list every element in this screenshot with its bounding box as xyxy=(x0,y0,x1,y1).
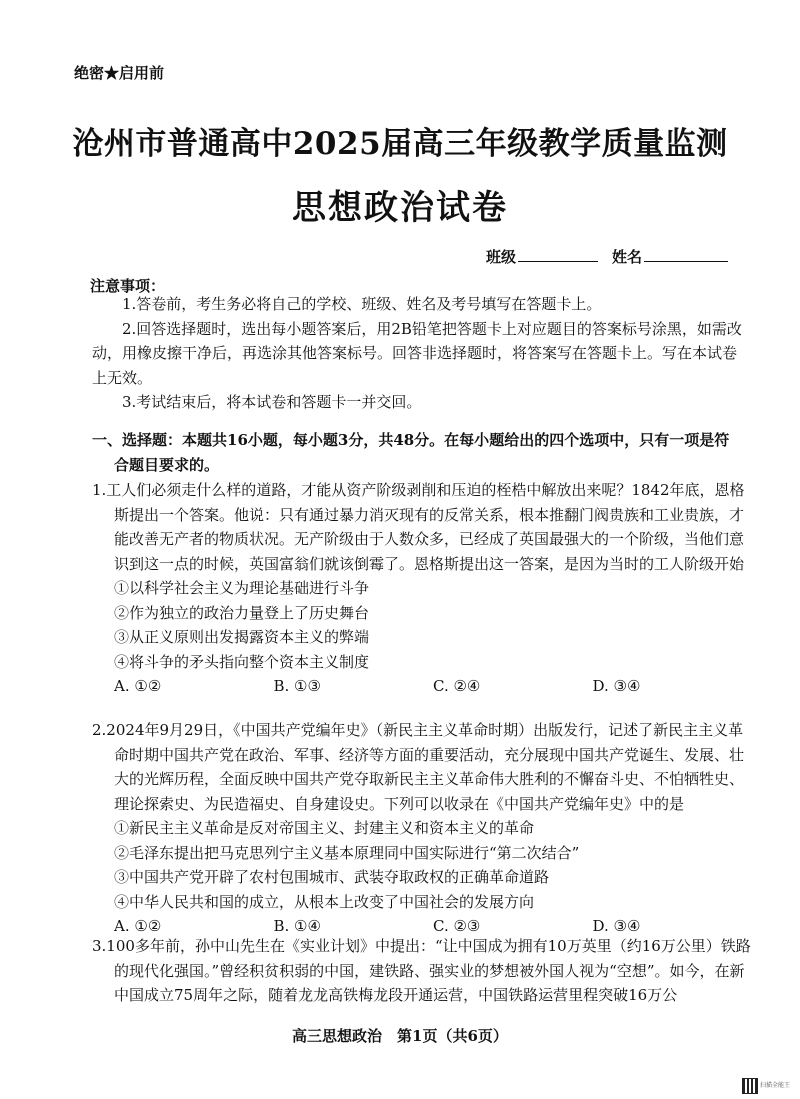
notice-list xyxy=(92,292,742,415)
question-option: ②毛泽东提出把马克思列宁主义基本原理同中国实际进行“第二次结合” xyxy=(114,843,580,862)
question-2 xyxy=(92,718,752,939)
notice-item: 2.回答选择题时，选出每小题答案后，用2B铅笔把答题卡上对应题目的答案标号涂黑，如需改动，用橡皮擦干净后，再选涂其他答案标号。回答非选择题时，将答案写在答题卡上。写在本试卷上无效。 xyxy=(92,319,742,387)
question-option: ①以科学社会主义为理论基础进行斗争 xyxy=(114,579,370,597)
class-blank-line xyxy=(518,247,598,262)
section-line-1: 一、选择题：本题共16小题，每小题3分，共48分。在每小题给出的四个选项中，只有一项是符 xyxy=(92,431,730,449)
notice-item: 1.答卷前，考生务必将自己的学校、班级、姓名及考号填写在答题卡上。 xyxy=(122,295,602,313)
name-field xyxy=(612,246,728,267)
choice-c: C. ②③ xyxy=(433,917,481,935)
confidential-mark: 绝密★启用前 xyxy=(74,64,165,82)
answer-choices xyxy=(92,674,752,699)
question-stem: 2.2024年9月29日，《中国共产党编年史》（新民主主义革命时期）出版发行，记述了新民主主义革命时期中国共产党在政治、军事、经济等方面的重要活动，充分展现中国共产党诞生、发展、壮大的光辉历程，全面反映中国共产党夺取新民主主义革命伟大胜利的不懈奋斗史、不怕牺牲史、理论探索史、为民造福史、自身建设史。下列可以收录在《中国共产党编年史》中的是 xyxy=(92,721,745,813)
class-label: 班级 xyxy=(486,248,517,266)
question-option: ③从正义原则出发揭露资本主义的弊端 xyxy=(114,628,370,646)
name-label: 姓名 xyxy=(612,248,643,266)
question-option: ①新民主主义革命是反对帝国主义、封建主义和资本主义的革命 xyxy=(114,819,535,837)
question-option: ④中华人民共和国的成立，从根本上改变了中国社会的发展方向 xyxy=(114,892,535,911)
question-1 xyxy=(92,478,752,699)
exam-subtitle: 思想政治试卷 xyxy=(292,188,508,228)
question-stem: 3.100多年前，孙中山先生在《实业计划》中提出：“让中国成为拥有10万英里（约16万公里）铁路的现代化强国。”曾经积贫积弱的中国，建铁路、强实业的梦想被外国人视为“空想”。如今，在新中国成立75周年之际，随着龙龙高铁梅龙段开通运营，中国铁路运营里程突破16万公 xyxy=(92,937,751,1004)
section-line-2: 合题目要求的。 xyxy=(114,455,220,474)
question-stem: 1.工人们必须走什么样的道路，才能从资产阶级剥削和压迫的桎梏中解放出来呢？1842年底，恩格斯提出一个答案。他说：只有通过暴力消灭现有的反常关系，根本推翻门阀贵族和工业贵族，才能改善无产者的物质状况。无产阶级由于人数众多，已经成了英国最强大的一个阶级，当他们意识到这一点的时候，英国富翁们就该倒霉了。恩格斯提出这一答案，是因为当时的工人阶级开始 xyxy=(92,481,745,573)
choice-d: D. ③④ xyxy=(592,677,641,695)
choice-a: A. ①② xyxy=(114,917,162,935)
choice-b: B. ①④ xyxy=(273,917,321,935)
qr-code-icon xyxy=(742,1078,758,1094)
choice-c: C. ②④ xyxy=(433,677,481,695)
question-option: ②作为独立的政治力量登上了历史舞台 xyxy=(114,603,370,622)
choice-b: B. ①③ xyxy=(273,677,321,695)
section-heading xyxy=(92,428,742,477)
page-footer: 高三思想政治 第1页（共6页） xyxy=(292,1027,508,1045)
question-option: ④将斗争的矛头指向整个资本主义制度 xyxy=(114,652,370,671)
class-field xyxy=(486,246,598,267)
name-blank-line xyxy=(644,247,728,262)
notice-item: 3.考试结束后，将本试卷和答题卡一并交回。 xyxy=(122,393,422,411)
question-option: ③中国共产党开辟了农村包围城市、武装夺取政权的正确革命道路 xyxy=(114,868,550,886)
choice-d: D. ③④ xyxy=(592,917,641,935)
question-3 xyxy=(92,934,752,1008)
choice-a: A. ①② xyxy=(114,677,162,695)
scanner-watermark: 扫描全能王 xyxy=(760,1082,791,1089)
exam-title: 沧州市普通高中2025届高三年级教学质量监测 xyxy=(72,126,728,162)
notice-heading: 注意事项： xyxy=(90,277,166,295)
